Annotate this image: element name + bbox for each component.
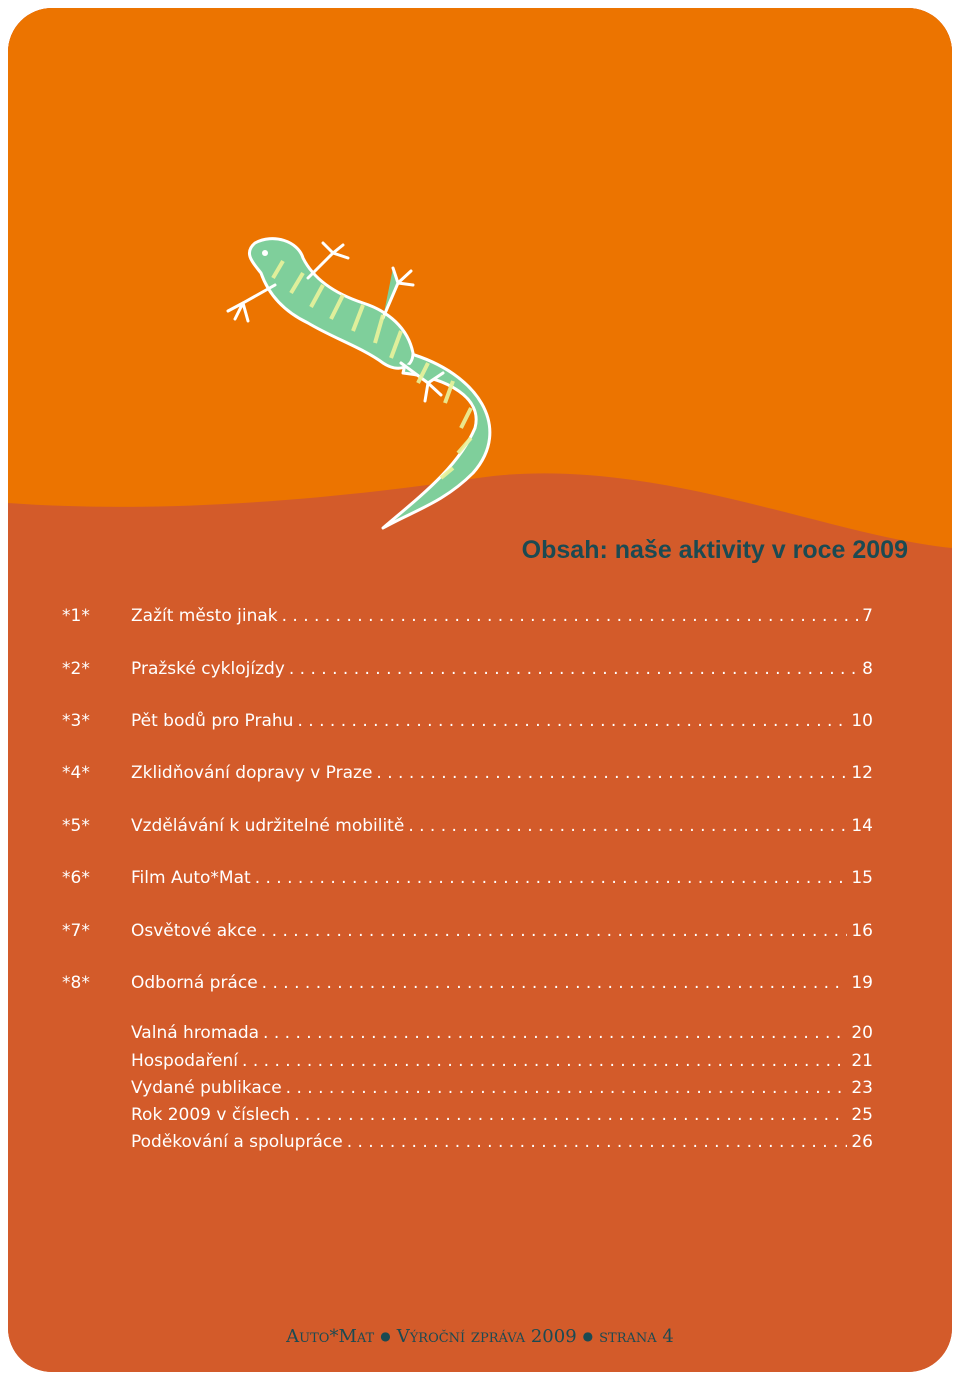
toc-entry-number: *5* [62,816,90,836]
toc-entry-page: 12 [851,763,873,783]
toc-entry-label: Zklidňování dopravy v Praze [131,763,373,783]
toc-entry-page: 16 [851,921,873,941]
toc-entry [8,813,952,839]
toc-entry-page: 21 [851,1051,873,1071]
toc-entry-number: *4* [62,763,90,783]
toc-entry-label: Vzdělávání k udržitelné mobilitě [131,816,405,836]
background-shapes [8,8,952,1372]
toc-entry-label: Pět bodů pro Prahu [131,711,294,731]
toc-dot-leader [297,708,847,734]
toc-entry-number: *7* [62,921,90,941]
toc-entry [8,603,952,629]
toc-dot-leader [242,1048,847,1074]
toc-entry-label: Rok 2009 v číslech [131,1105,291,1125]
toc-entry [8,1102,952,1128]
toc-entry-page: 20 [851,1023,873,1043]
toc-entry-page: 23 [851,1078,873,1098]
toc-dot-leader [282,603,859,629]
toc-entry-page: 25 [851,1105,873,1125]
toc-entry-page: 14 [851,816,873,836]
toc-dot-leader [255,865,848,891]
toc-entry-label: Hospodaření [131,1051,239,1071]
toc-entry-label: Osvětové akce [131,921,257,941]
page [8,8,952,1372]
toc-entry [8,1129,952,1155]
toc-entry-page: 7 [862,606,873,626]
toc-entry-label: Film Auto*Mat [131,868,251,888]
toc-entry-number: *1* [62,606,90,626]
toc-entry-page: 26 [851,1132,873,1152]
lizard-icon [213,223,533,533]
toc-entry-number: *2* [62,659,90,679]
page-footer [8,1326,952,1347]
toc-dot-leader [408,813,847,839]
toc-entry [8,918,952,944]
toc-dot-leader [261,918,848,944]
footer-separator-1: ● [380,1329,391,1343]
footer-page-label: strana 4 [599,1326,674,1347]
toc-entry-label: Valná hromada [131,1023,260,1043]
footer-brand: Auto*Mat [286,1326,375,1347]
toc-entry [8,970,952,996]
toc-entry-page: 19 [851,973,873,993]
toc-entry-number: *3* [62,711,90,731]
toc-dot-leader [294,1102,847,1128]
toc-entry-number: *6* [62,868,90,888]
toc-entry-page: 10 [851,711,873,731]
toc-dot-leader [263,1020,847,1046]
toc-entry [8,1075,952,1101]
toc-entry-page: 8 [862,659,873,679]
toc-entry-number: *8* [62,973,90,993]
toc-entry [8,1048,952,1074]
toc-entry-label: Zažít město jinak [131,606,278,626]
toc-entry-label: Poděkování a spolupráce [131,1132,343,1152]
toc-dot-leader [289,656,858,682]
toc-dot-leader [262,970,848,996]
toc-entry [8,760,952,786]
footer-separator-2: ● [582,1329,594,1343]
toc-entry [8,708,952,734]
footer-report: Výroční zpráva 2009 [396,1326,577,1347]
toc-dot-leader [286,1075,848,1101]
toc-dot-leader [347,1129,848,1155]
toc-entry-label: Pražské cyklojízdy [131,659,285,679]
toc-entry [8,865,952,891]
toc-title: Obsah: naše aktivity v roce 2009 [521,536,908,564]
toc-entry-label: Odborná práce [131,973,258,993]
toc-entry-page: 15 [851,868,873,888]
toc-entry [8,656,952,682]
toc-entry [8,1020,952,1046]
toc-entry-label: Vydané publikace [131,1078,282,1098]
toc-dot-leader [376,760,847,786]
